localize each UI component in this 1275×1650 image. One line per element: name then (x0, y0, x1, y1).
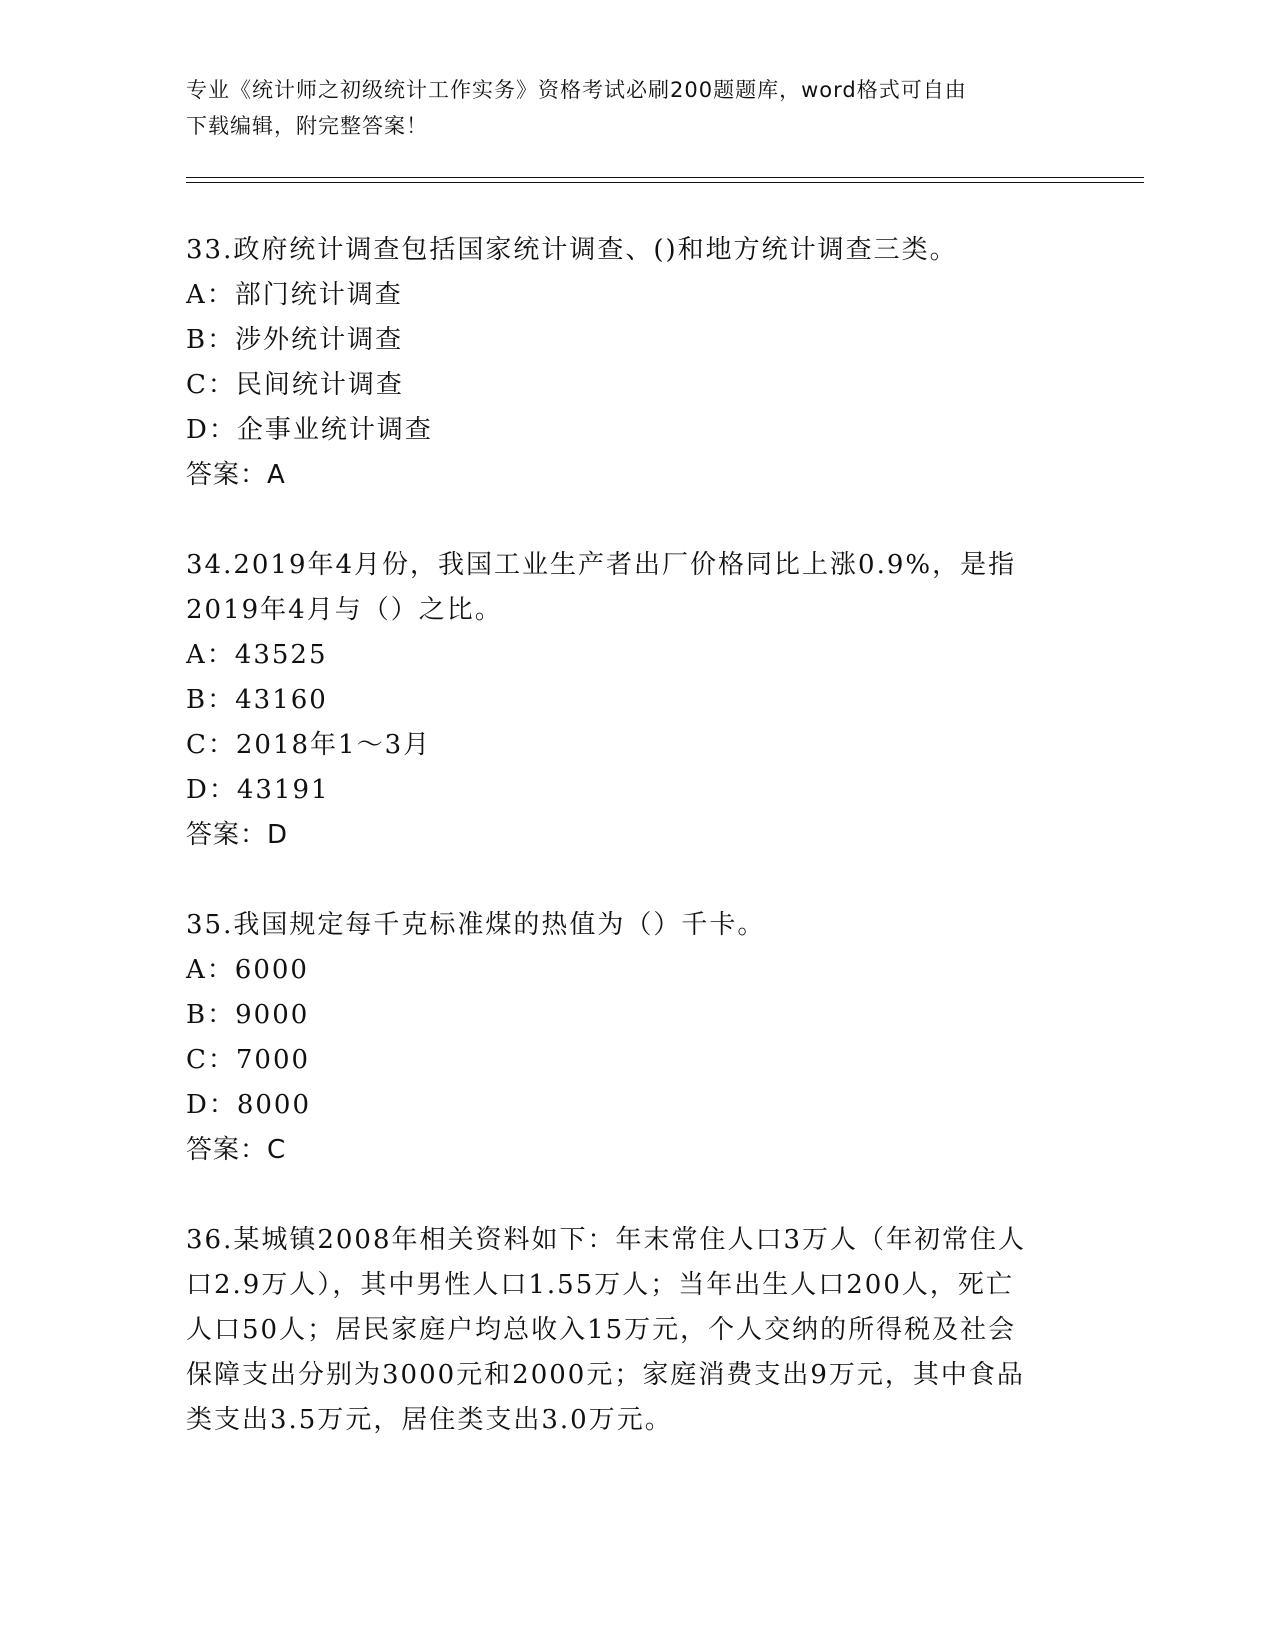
option-b: B：涉外统计调查 (186, 325, 404, 355)
option-b: B：43160 (186, 685, 328, 715)
question-stem: 36.某城镇2008年相关资料如下：年末常住人口3万人（年初常住人 (186, 1225, 1027, 1255)
question-34 (186, 543, 1066, 858)
question-stem: 34.2019年4月份，我国工业生产者出厂价格同比上涨0.9%，是指 (186, 550, 1017, 580)
question-stem: 2019年4月与（）之比。 (186, 595, 503, 625)
answer-line: 答案：D (186, 820, 289, 850)
header-divider-bottom (186, 182, 1144, 183)
option-c: C：民间统计调查 (186, 370, 404, 400)
option-a: A：43525 (186, 640, 328, 670)
question-stem: 33.政府统计调查包括国家统计调查、()和地方统计调查三类。 (186, 235, 958, 265)
question-list (186, 228, 1066, 1443)
question-36 (186, 1218, 1066, 1443)
question-spacer (186, 1173, 1066, 1218)
question-spacer (186, 498, 1066, 543)
answer-line: 答案：A (186, 460, 286, 490)
document-header (186, 72, 1066, 144)
option-c: C：7000 (186, 1045, 311, 1075)
header-divider-top (186, 177, 1144, 178)
question-35 (186, 903, 1066, 1173)
option-d: D：8000 (186, 1090, 312, 1120)
option-d: D：43191 (186, 775, 330, 805)
answer-line: 答案：C (186, 1135, 287, 1165)
question-stem: 类支出3.5万元，居住类支出3.0万元。 (186, 1405, 673, 1435)
question-stem: 35.我国规定每千克标准煤的热值为（）千卡。 (186, 910, 766, 940)
header-line: 下载编辑，附完整答案！ (186, 114, 428, 138)
question-stem: 人口50人；居民家庭户均总收入15万元，个人交纳的所得税及社会 (186, 1315, 1017, 1345)
question-spacer (186, 858, 1066, 903)
option-a: A：6000 (186, 955, 309, 985)
question-33 (186, 228, 1066, 498)
option-b: B：9000 (186, 1000, 310, 1030)
option-c: C：2018年1～3月 (186, 730, 432, 760)
option-a: A：部门统计调查 (186, 280, 403, 310)
header-line: 专业《统计师之初级统计工作实务》资格考试必刷200题题库，word格式可自由 (186, 78, 967, 102)
question-stem: 口2.9万人），其中男性人口1.55万人；当年出生人口200人，死亡 (186, 1270, 1014, 1300)
question-stem: 保障支出分别为3000元和2000元；家庭消费支出9万元，其中食品 (186, 1360, 1025, 1390)
option-d: D：企事业统计调查 (186, 415, 433, 445)
